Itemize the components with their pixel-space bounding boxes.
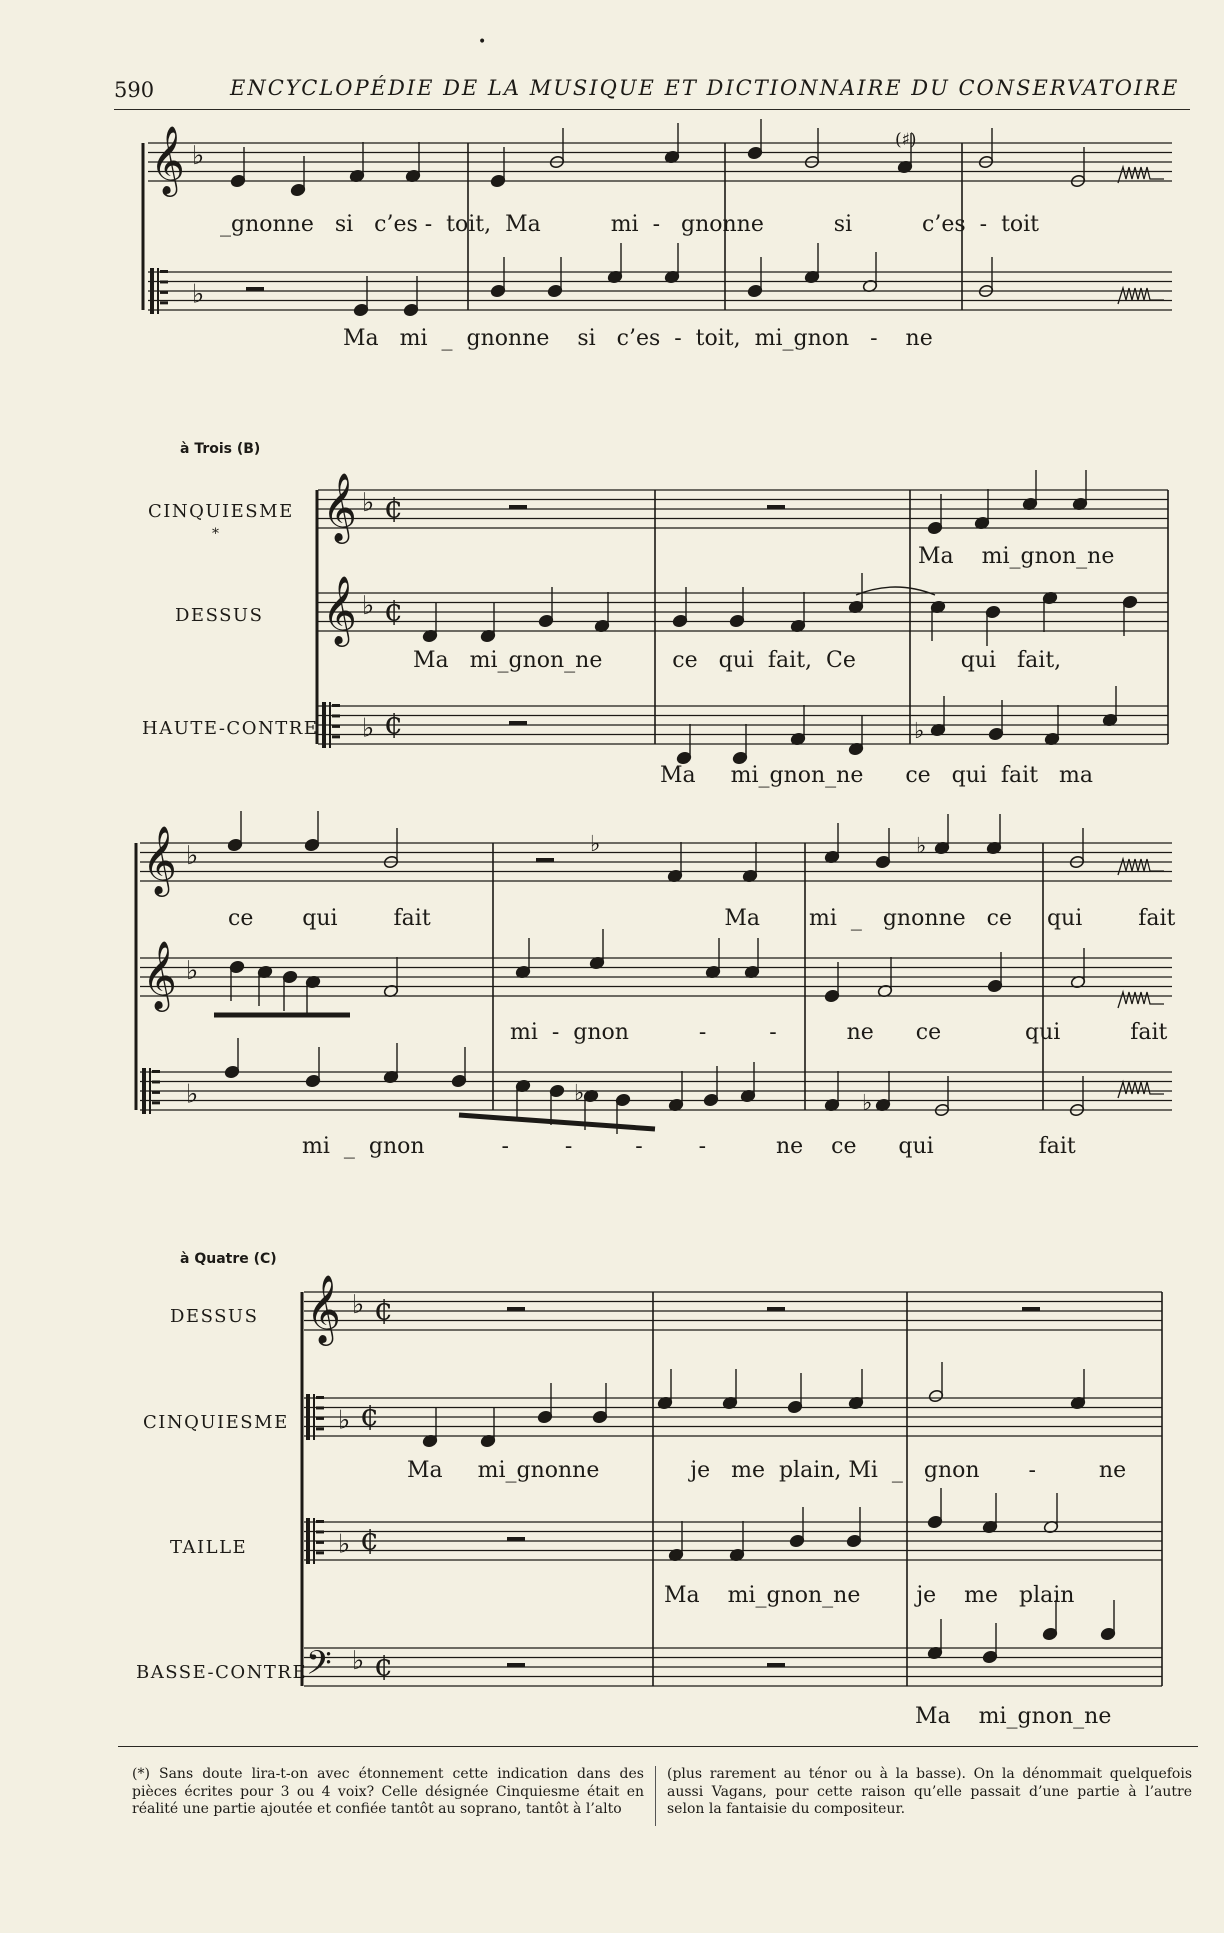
c-clef-icon	[306, 1518, 310, 1564]
cut-time-icon: ¢	[384, 490, 404, 526]
c-clef-icon	[313, 1518, 315, 1564]
flat-icon: ♭	[352, 1289, 365, 1320]
section-c-cinquiesme-lyrics: Ma mi_gnonne je me plain, Mi _ gnon - ne	[407, 1458, 1127, 1483]
c-clef-icon	[322, 702, 326, 748]
c-clef-icon	[332, 725, 340, 728]
whole-rest	[507, 1663, 525, 1667]
voice-label-dessus-c: DESSUS	[170, 1306, 259, 1327]
c-clef-icon	[316, 1406, 324, 1409]
flat-icon: ♭	[186, 840, 199, 871]
c-clef-icon	[316, 1541, 324, 1544]
system3-lower-lyrics: mi _ gnon - - - - ne ce qui fait	[302, 1134, 1076, 1159]
c-clef-icon	[160, 291, 168, 294]
c-clef-icon	[152, 1080, 160, 1083]
footnote-star: *	[212, 526, 219, 542]
flat-icon: ♭	[362, 590, 375, 621]
treble-clef-icon: 𝄞	[142, 825, 177, 895]
running-title: ENCYCLOPÉDIE DE LA MUSIQUE ET DICTIONNAIRE DU CONSERVATOIRE	[230, 76, 1180, 100]
cut-time-icon: ¢	[360, 1398, 380, 1434]
continuation-mark	[1118, 1082, 1164, 1098]
whole-rest	[536, 858, 554, 862]
voice-label-basse-contre: BASSE-CONTRE	[136, 1662, 308, 1683]
c-clef-icon	[149, 1068, 151, 1114]
cut-time-icon: ¢	[374, 1292, 394, 1328]
c-clef-icon	[316, 1530, 324, 1533]
voice-label-cinquiesme-c: CINQUIESME	[143, 1412, 289, 1433]
c-clef-icon	[306, 1394, 310, 1440]
flat-icon: ♭	[362, 487, 375, 518]
flat-icon: ♭	[916, 834, 927, 859]
system3-upper-lyrics: ce qui fait Ma mi _ gnonne ce qui fait	[228, 906, 1176, 931]
c-clef-icon	[150, 268, 154, 314]
c-clef-icon	[332, 704, 340, 707]
footnote-rule	[118, 1746, 1198, 1747]
c-clef-icon	[142, 1068, 146, 1114]
c-clef-icon	[157, 268, 159, 314]
c-clef-icon	[332, 714, 340, 717]
system3-middle-lyrics: mi - gnon - - ne ce qui fait	[510, 1020, 1168, 1045]
voice-label-haute-contre: HAUTE-CONTRE	[142, 718, 319, 739]
c-clef-icon	[316, 1396, 324, 1399]
beam	[459, 1115, 655, 1129]
sharp-annotation: (♯)	[895, 130, 917, 150]
cut-time-icon: ¢	[360, 1522, 380, 1558]
flat-icon: ♭	[914, 719, 925, 744]
c-clef-icon	[329, 702, 331, 748]
whole-rest	[509, 721, 527, 725]
footnote-left: (*) Sans doute lira-t-on avec étonnement cette indication dans des pièces écrites pour 3 ou 4 voix? Celle désignée Cinquiesme était en réalité une partie ajoutée et confiée tantôt au soprano, tantôt à l’alto	[132, 1766, 644, 1817]
section-b-dessus-lyrics: Ma mi_gnon_ne ce qui fait, Ce qui fait,	[413, 648, 1062, 673]
flat-icon: ♭	[338, 1405, 351, 1436]
c-clef-icon	[313, 1394, 315, 1440]
whole-rest	[767, 1663, 785, 1667]
flat-icon: ♭	[362, 713, 375, 744]
page-number: 590	[114, 78, 155, 102]
section-b-title: à Trois (B)	[180, 441, 261, 457]
flat-icon: ♭	[862, 1091, 873, 1116]
whole-rest	[509, 505, 527, 509]
c-clef-icon	[160, 301, 168, 304]
whole-rest	[767, 505, 785, 509]
section-b-cinquiesme-lyrics: Ma mi_gnon_ne	[918, 544, 1115, 569]
treble-clef-icon: 𝄞	[322, 575, 357, 645]
whole-rest	[1022, 1307, 1040, 1311]
c-clef-icon	[152, 1101, 160, 1104]
whole-rest	[767, 1307, 785, 1311]
flat-icon: ♭	[186, 1079, 199, 1110]
c-clef-icon	[160, 280, 168, 283]
whole-rest	[507, 1537, 525, 1541]
c-clef-icon	[152, 1070, 160, 1073]
treble-clef-icon: 𝄞	[306, 1274, 341, 1344]
section-b-hautecontre-lyrics: Ma mi_gnon_ne ce qui fait ma	[660, 763, 1094, 788]
slur	[856, 587, 935, 595]
flat-icon: ♭	[574, 1081, 585, 1106]
voice-label-taille: TAILLE	[170, 1537, 248, 1558]
voice-label-cinquiesme: CINQUIESME	[148, 501, 294, 522]
treble-clef-icon: 𝄞	[322, 472, 357, 542]
section-c-taille-lyrics: Ma mi_gnon_ne je me plain	[664, 1583, 1075, 1608]
c-clef-icon	[152, 1091, 160, 1094]
top-dot: •	[478, 34, 487, 50]
flat-icon: ♭	[192, 279, 205, 310]
c-clef-icon	[160, 270, 168, 273]
cut-time-icon: ¢	[374, 1648, 394, 1684]
whole-rest	[246, 287, 264, 291]
flat-icon: ♭	[186, 955, 199, 986]
c-clef-icon	[316, 1551, 324, 1554]
section-c-title: à Quatre (C)	[180, 1251, 277, 1267]
cut-time-icon: ¢	[384, 706, 404, 742]
system1-upper-lyrics: _gnonne si c’es - toit, Ma mi - gnonne si c’es - toit	[220, 212, 1040, 237]
c-clef-icon	[316, 1417, 324, 1420]
treble-clef-icon: 𝄞	[142, 940, 177, 1010]
treble-clef-icon: 𝄞	[150, 125, 185, 195]
c-clef-icon	[332, 735, 340, 738]
voice-label-dessus: DESSUS	[175, 605, 264, 626]
whole-rest	[507, 1307, 525, 1311]
continuation-mark	[1118, 992, 1164, 1008]
c-clef-icon	[316, 1520, 324, 1523]
flat-icon: ♭	[338, 1529, 351, 1560]
flat-icon: ♭	[352, 1645, 365, 1676]
footnote-divider	[655, 1766, 656, 1826]
bass-clef-icon: 𝄢	[306, 1644, 332, 1691]
footnote-right: (plus rarement au ténor ou à la basse). On la dénommait quelquefois aussi Vagans, pour cette raison qu’elle passait d’une partie à l’autre selon la fantaisie du compositeur.	[667, 1766, 1192, 1817]
flat-icon: ♭	[192, 140, 205, 171]
flat-icon: ♭	[590, 832, 601, 857]
system1-lower-lyrics: Ma mi _ gnonne si c’es - toit, mi_gnon - ne	[343, 326, 933, 351]
c-clef-icon	[316, 1427, 324, 1430]
section-c-basse-lyrics: Ma mi_gnon_ne	[915, 1704, 1112, 1729]
cut-time-icon: ¢	[384, 593, 404, 629]
